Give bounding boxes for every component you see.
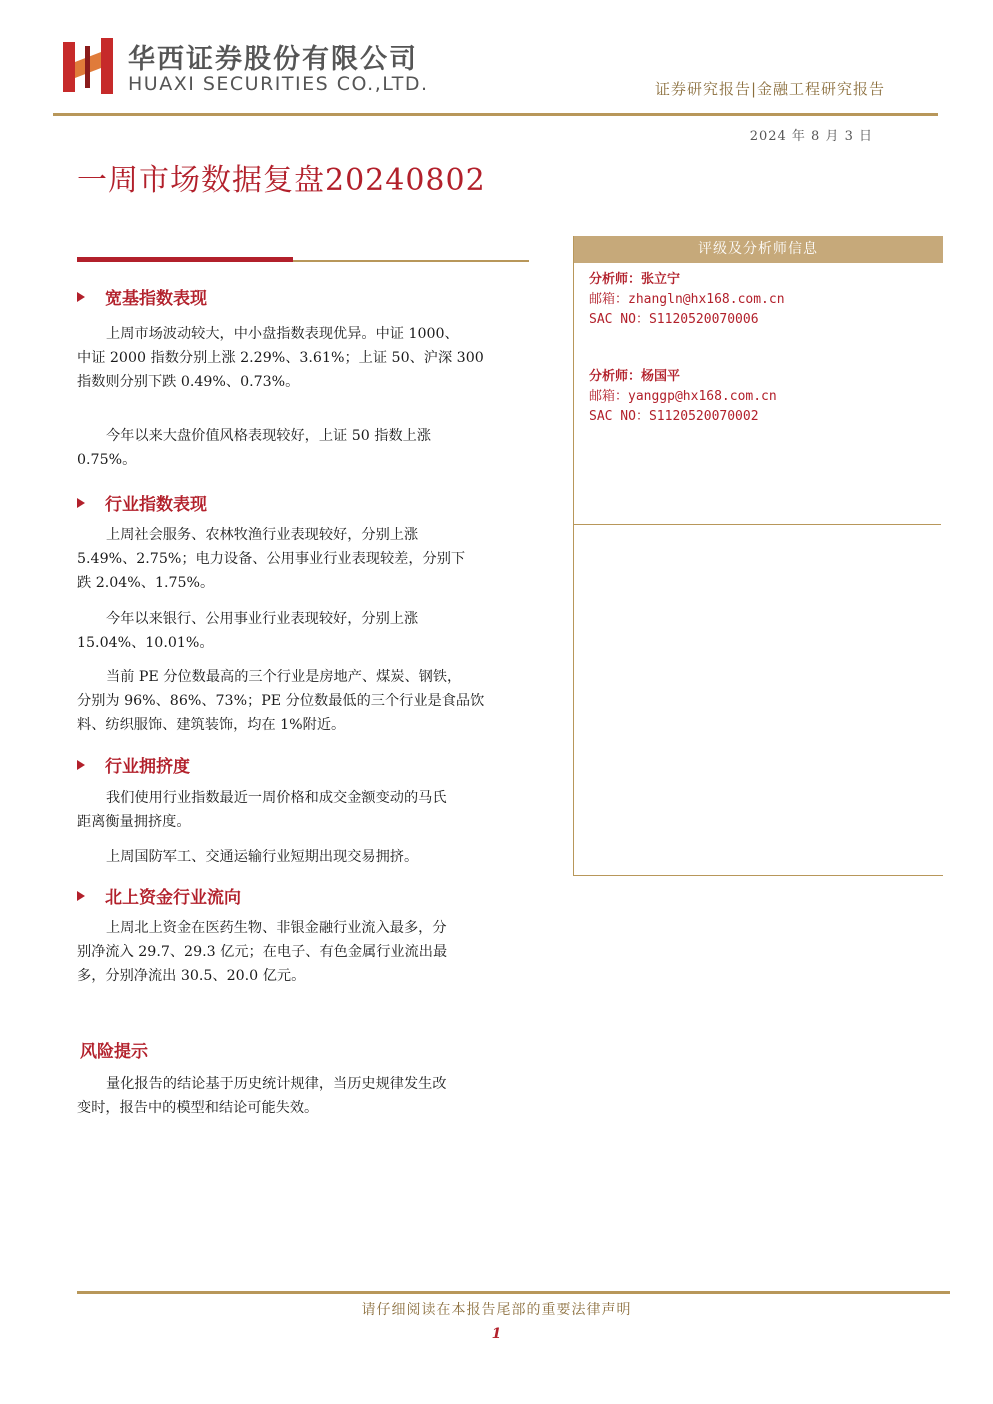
paragraph: 上周市场波动较大，中小盘指数表现优异。中证 1000、 中证 2000 指数分别上涨 2.29%、3.61%；上证 50、沪深 300 指数则分别下跌 0.49%、0.73%。 [77, 326, 484, 390]
section-heading-northbound: 北上资金行业流向 [77, 883, 241, 908]
title-accent-rule [77, 257, 293, 262]
risk-heading: 风险提示 [80, 1042, 148, 1062]
report-type: 证券研究报告|金融工程研究报告 [654, 80, 885, 98]
analyst-panel-title: 评级及分析师信息 [698, 241, 818, 257]
analyst-email[interactable]: 邮箱：zhangln@hx168.com.cn [589, 292, 785, 307]
paragraph: 上周北上资金在医药生物、非银金融行业流入最多，分 别净流入 29.7、29.3 亿元；在电子、有色金属行业流出最 多，分别净流出 30.5、20.0 亿元。 [77, 920, 448, 984]
footer-divider [77, 1291, 950, 1294]
paragraph: 我们使用行业指数最近一周价格和成交金额变动的马氏 距离衡量拥挤度。 [77, 790, 447, 830]
risk-paragraph: 量化报告的结论基于历史统计规律，当历史规律发生改 变时，报告中的模型和结论可能失效。 [77, 1076, 447, 1116]
paragraph: 当前 PE 分位数最高的三个行业是房地产、煤炭、钢铁， 分别为 96%、86%、73%；PE 分位数最低的三个行业是食品饮 料、纺织服饰、建筑装饰，均在 1%附近。 [77, 669, 485, 733]
page-title: 一周市场数据复盘20240802 [77, 163, 486, 198]
paragraph: 上周社会服务、农林牧渔行业表现较好，分别上涨 5.49%、2.75%；电力设备、公用事业行业表现较差，分别下 跌 2.04%、1.75%。 [77, 527, 466, 591]
analyst-email[interactable]: 邮箱：yanggp@hx168.com.cn [589, 389, 777, 404]
triangle-bullet-icon [77, 292, 85, 302]
section-heading-crowding: 行业拥挤度 [77, 752, 190, 777]
analyst-panel-bottom-rule [573, 875, 943, 876]
legal-notice: 请仔细阅读在本报告尾部的重要法律声明 [361, 1302, 632, 1318]
analyst-panel-divider [573, 524, 941, 525]
section-heading-industry-index: 行业指数表现 [77, 490, 207, 515]
header-divider [53, 113, 938, 116]
report-date: 2024 年 8 月 3 日 [749, 129, 873, 144]
title-gold-rule [293, 260, 529, 262]
triangle-bullet-icon [77, 760, 85, 770]
paragraph: 今年以来大盘价值风格表现较好，上证 50 指数上涨 0.75%。 [77, 428, 432, 468]
section-heading-broad-index: 宽基指数表现 [77, 284, 207, 309]
analyst-name: 分析师：杨国平 [589, 369, 681, 384]
page-number: 1 [491, 1326, 502, 1342]
analyst-panel-border [573, 236, 574, 876]
analyst-sac: SAC NO：S1120520070002 [589, 409, 759, 424]
triangle-bullet-icon [77, 891, 85, 901]
analyst-name: 分析师：张立宁 [589, 272, 681, 287]
huaxi-logo-icon [63, 38, 115, 94]
triangle-bullet-icon [77, 498, 85, 508]
company-name-cn: 华西证券股份有限公司 [128, 44, 418, 75]
analyst-sac: SAC NO：S1120520070006 [589, 312, 759, 327]
paragraph: 今年以来银行、公用事业行业表现较好，分别上涨 15.04%、10.01%。 [77, 611, 419, 651]
paragraph: 上周国防军工、交通运输行业短期出现交易拥挤。 [106, 849, 419, 865]
company-name-en: HUAXI SECURITIES CO.,LTD. [128, 73, 429, 95]
